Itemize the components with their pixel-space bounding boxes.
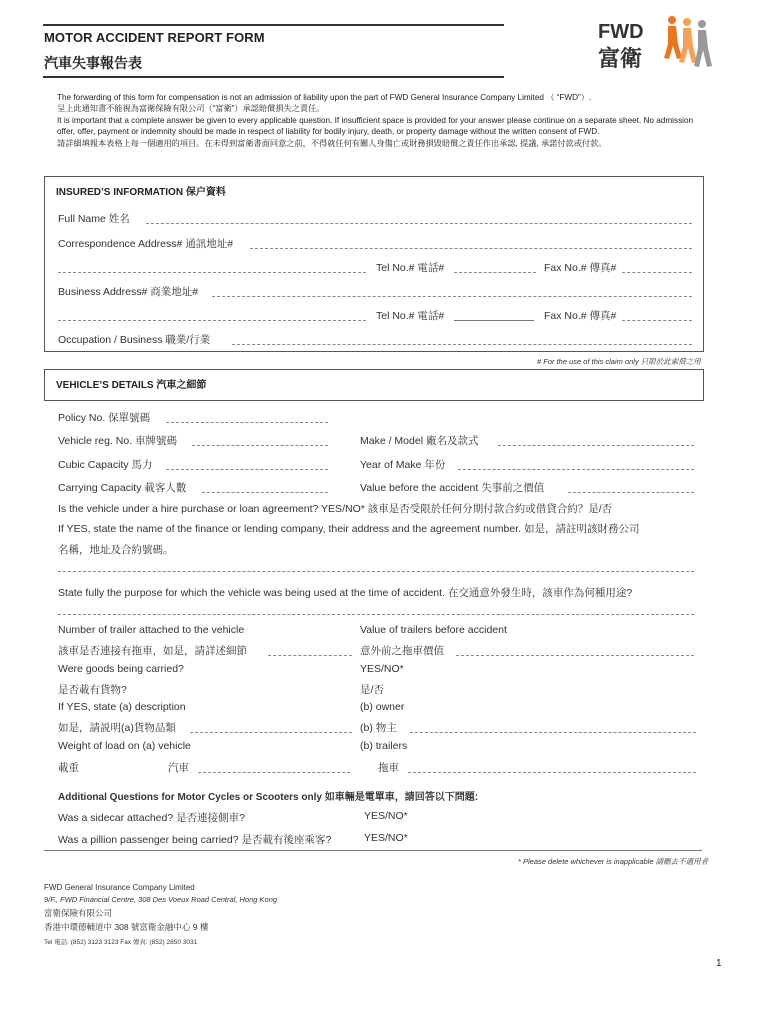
tel-field-2[interactable] [454,320,534,321]
goods-owner-label-zh: (b) 物主 [360,722,397,734]
trailer-number-field[interactable] [268,655,352,656]
fax-field-2[interactable] [622,320,692,321]
sidecar-yes-no[interactable]: YES/NO* [364,810,408,822]
fax-label-2: Fax No.# 傳真# [544,310,617,322]
load-vehicle-field[interactable] [198,772,350,773]
goods-carried-yes-no[interactable]: YES/NO* [360,663,404,675]
title-bottom-rule [43,76,504,78]
correspondence-field-2[interactable] [58,272,366,273]
full-name-label: Full Name 姓名 [58,213,130,225]
tel-label-1: Tel No.# 電話# [376,262,445,274]
pillion-yes-no[interactable]: YES/NO* [364,832,408,844]
intro-text [57,92,707,149]
carrying-capacity-label: Carrying Capacity 載客人數 [58,482,187,494]
trailer-number-label-zh: 該車是否連接有拖車，如是，請詳述細節 [58,645,247,657]
occupation-field[interactable] [232,344,692,345]
policy-no-field[interactable] [166,422,328,423]
finance-company-field[interactable] [58,571,694,572]
business-address-field[interactable] [212,296,692,297]
intro-p1-zh: 呈上此通知書不能視為富衛保險有限公司（“富衛”）承認賠償損失之責任。 [57,104,325,114]
goods-owner-label: (b) owner [360,701,405,713]
make-model-field[interactable] [498,445,694,446]
make-model-label: Make / Model 廠名及款式 [360,435,479,447]
load-trailers-label-zh: 拖車 [378,762,399,774]
occupation-label: Occupation / Business 職業/行業 [58,334,211,346]
intro-p1-en: The forwarding of this form for compensation is not an admission of liability upon the part of FWD General Insurance Company Limited （ “FWD”）. [57,93,592,102]
carrying-capacity-field[interactable] [202,492,328,493]
svg-text:FWD: FWD [598,21,644,43]
vehicle-reg-field[interactable] [192,445,328,446]
load-trailers-label: (b) trailers [360,740,408,752]
cubic-capacity-field[interactable] [166,469,328,470]
page-number: 1 [716,958,722,969]
fax-field-1[interactable] [622,272,692,273]
load-vehicle-label-zh: 汽車 [168,762,189,774]
pillion-question: Was a pillion passenger being carried? 是否載有後座乘客? [58,834,332,846]
year-of-make-field[interactable] [458,469,694,470]
tel-field-1[interactable] [454,272,536,273]
svg-text:富衛: 富衛 [598,47,643,72]
hire-purchase-question: Is the vehicle under a hire purchase or loan agreement? YES/NO* 該車是否受限於任何分期付款合約或借貸合約？是/否 [58,503,613,515]
motorcycle-questions-heading: Additional Questions for Motor Cycles or Scooters only 如車輛是電單車，請回答以下問題: [58,792,479,803]
footer-company-zh: 富衛保險有限公司 [44,908,113,918]
load-trailers-field[interactable] [408,772,696,773]
claim-use-note: # For the use of this claim only 只限於此索償之用 [537,357,701,366]
correspondence-field[interactable] [250,248,692,249]
trailer-value-label-zh: 意外前之拖車價值 [360,645,444,657]
policy-no-label: Policy No. 保單號碼 [58,412,151,424]
goods-description-field[interactable] [190,732,352,733]
footer-address-en: 9/F., FWD Financial Centre, 308 Des Voeux Road Central, Hong Kong [44,895,278,904]
goods-carried-question-zh: 是否載有貨物? [58,684,127,696]
intro-p2-en: It is important that a complete answer be given to every applicable question. If insufficient space is provided for your answer please continue on a separate sheet. No admission offer, offer, payment or indemnity should be made in respect of liability for bodily injury, death, or property damage without the written consent of FWD. [57,115,694,137]
goods-description-label-zh: 如是，請説明(a)貨物品類 [58,722,176,734]
cubic-capacity-label: Cubic Capacity 馬力 [58,459,153,471]
tel-label-2: Tel No.# 電話# [376,310,445,322]
business-address-label: Business Address# 商業地址# [58,286,199,298]
vehicle-purpose-question: State fully the purpose for which the vehicle was being used at the time of accident. 在交通意外發生時，該車作為何種用途? [58,587,633,599]
footer-address-zh: 香港中環德輔道中 308 號富衛金融中心 9 樓 [44,922,209,932]
goods-carried-yes-no-zh[interactable]: 是/否 [360,684,384,696]
trailer-value-label: Value of trailers before accident [360,624,507,636]
value-before-accident-field[interactable] [568,492,694,493]
section-divider [44,850,702,851]
goods-carried-question: Were goods being carried? [58,663,184,675]
vehicle-heading: VEHICLE’S DETAILS 汽車之細節 [56,380,207,391]
trailer-number-label: Number of trailer attached to the vehicle [58,624,245,636]
vehicle-reg-label: Vehicle reg. No. 車牌號碼 [58,435,178,447]
full-name-field[interactable] [146,223,692,224]
load-weight-label-zh: 載重 [58,762,79,774]
goods-description-label: If YES, state (a) description [58,701,186,713]
form-title-zh: 汽車失事報告表 [44,55,142,71]
vehicle-purpose-field[interactable] [58,614,694,615]
year-of-make-label: Year of Make 年份 [360,459,446,471]
goods-owner-field[interactable] [410,732,696,733]
intro-p2-zh: 請詳細填報本表格上每一個適用的項目。在未得到富衛書面同意之前，不得就任何有關人身傷亡或財務損毀賠償之責任作出承認, 提議, 承諾付款或付款。 [57,138,607,148]
fax-label-1: Fax No.# 傳真# [544,262,617,274]
value-before-accident-label: Value before the accident 失事前之價值 [360,482,545,494]
insured-heading: INSURED’S INFORMATION 保户資料 [56,187,226,198]
correspondence-label: Correspondence Address# 通訊地址# [58,238,234,250]
load-weight-label: Weight of load on (a) vehicle [58,740,191,752]
sidecar-question: Was a sidecar attached? 是否連接側車? [58,812,245,824]
finance-company-question-zh: 名稱，地址及合約號碼。 [58,544,174,556]
finance-company-question: If YES, state the name of the finance or lending company, their address and the agreement number. 如是，請註明該財務公司 [58,523,640,535]
business-address-field-2[interactable] [58,320,366,321]
footer-contact: Tel 電話: (852) 3123 3123 Fax 傳真: (852) 2850 3031 [44,939,198,946]
title-top-rule [43,24,504,26]
footer-company-en: FWD General Insurance Company Limited [44,883,195,892]
trailer-value-field[interactable] [456,655,694,656]
form-title-en: MOTOR ACCIDENT REPORT FORM [44,30,265,45]
delete-inapplicable-note: * Please delete whichever is inapplicable 請刪去不適用者 [518,857,709,866]
fwd-logo [596,14,714,76]
